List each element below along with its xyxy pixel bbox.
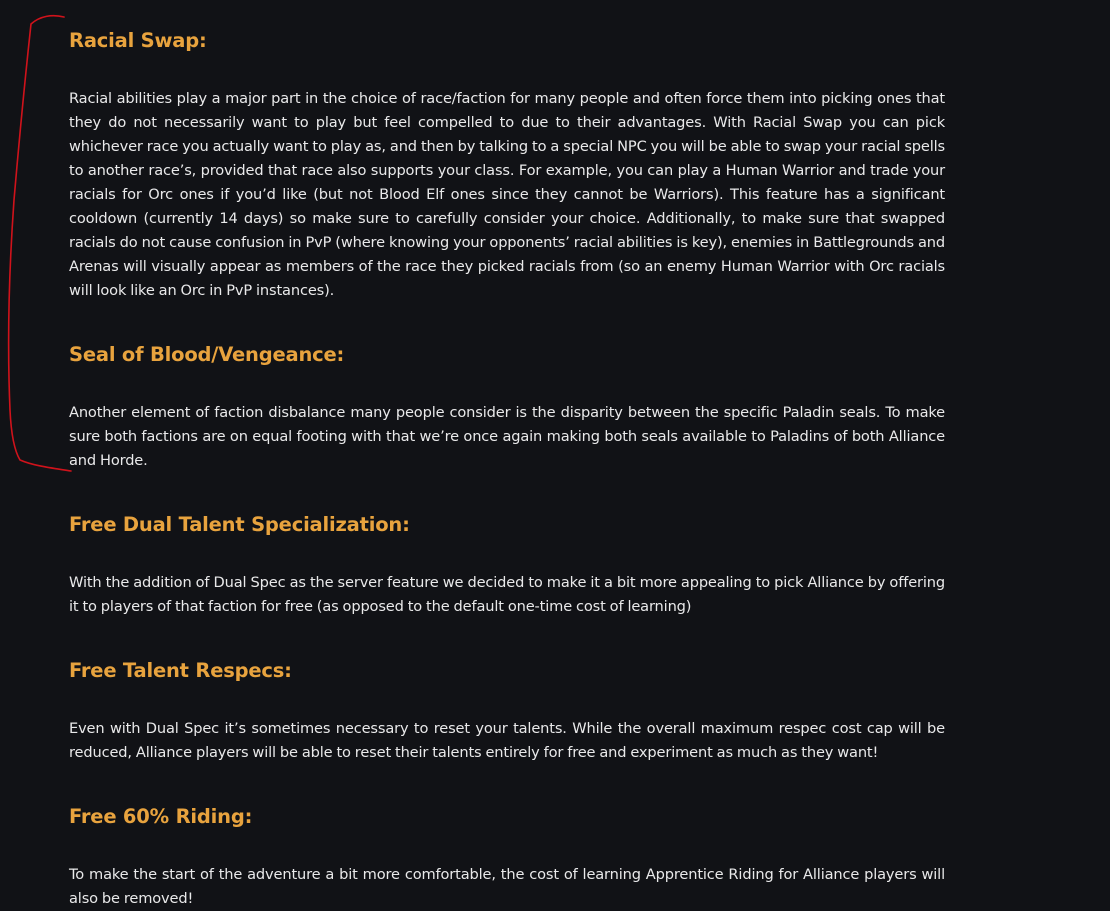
section-free-60-riding (69, 802, 945, 911)
section-racial-swap (69, 26, 945, 303)
section-body: Racial abilities play a major part in the choice of race/faction for many people and often force them into picking ones that they do not necessarily want to play but feel compelled to due to their advantages. With Racial Swap you can pick whichever race you actually want to play as, and then by talking to a special NPC you will be able to swap your racial spells to another race’s, provided that race also supports your class. For example, you can play a Human Warrior and trade your racials for Orc ones if you’d like (but not Blood Elf ones since they cannot be Warriors). This feature has a significant cooldown (currently 14 days) so make sure to carefully consider your choice. Additionally, to make sure that swapped racials do not cause confusion in PvP (where knowing your opponents’ racial abilities is key), enemies in Battlegrounds and Arenas will visually appear as members of the race they picked racials from (so an enemy Human Warrior with Orc racials will look like an Orc in PvP instances). (69, 90, 945, 299)
section-body: Even with Dual Spec it’s sometimes necessary to reset your talents. While the overall maximum respec cost cap will be reduced, Alliance players will be able to reset their talents entirely for free and experiment as much as they want! (69, 720, 945, 761)
section-heading: Free Talent Respecs: (69, 659, 292, 682)
section-free-talent-respecs (69, 656, 945, 765)
section-body: With the addition of Dual Spec as the server feature we decided to make it a bit more appealing to pick Alliance by offering it to players of that faction for free (as opposed to the default one-time cost of learning) (69, 574, 945, 615)
section-heading: Free Dual Talent Specialization: (69, 513, 410, 536)
section-heading: Seal of Blood/Vengeance: (69, 343, 345, 366)
article-content (69, 26, 945, 911)
section-free-dual-talent-specialization (69, 510, 945, 619)
section-body: Another element of faction disbalance many people consider is the disparity between the specific Paladin seals. To make sure both factions are on equal footing with that we’re once again making both seals available to Paladins of both Alliance and Horde. (69, 404, 945, 469)
section-body: To make the start of the adventure a bit more comfortable, the cost of learning Apprentice Riding for Alliance players will also be removed! (69, 866, 945, 907)
section-heading: Racial Swap: (69, 29, 207, 52)
section-seal-of-blood-vengeance (69, 340, 945, 473)
section-heading: Free 60% Riding: (69, 805, 253, 828)
